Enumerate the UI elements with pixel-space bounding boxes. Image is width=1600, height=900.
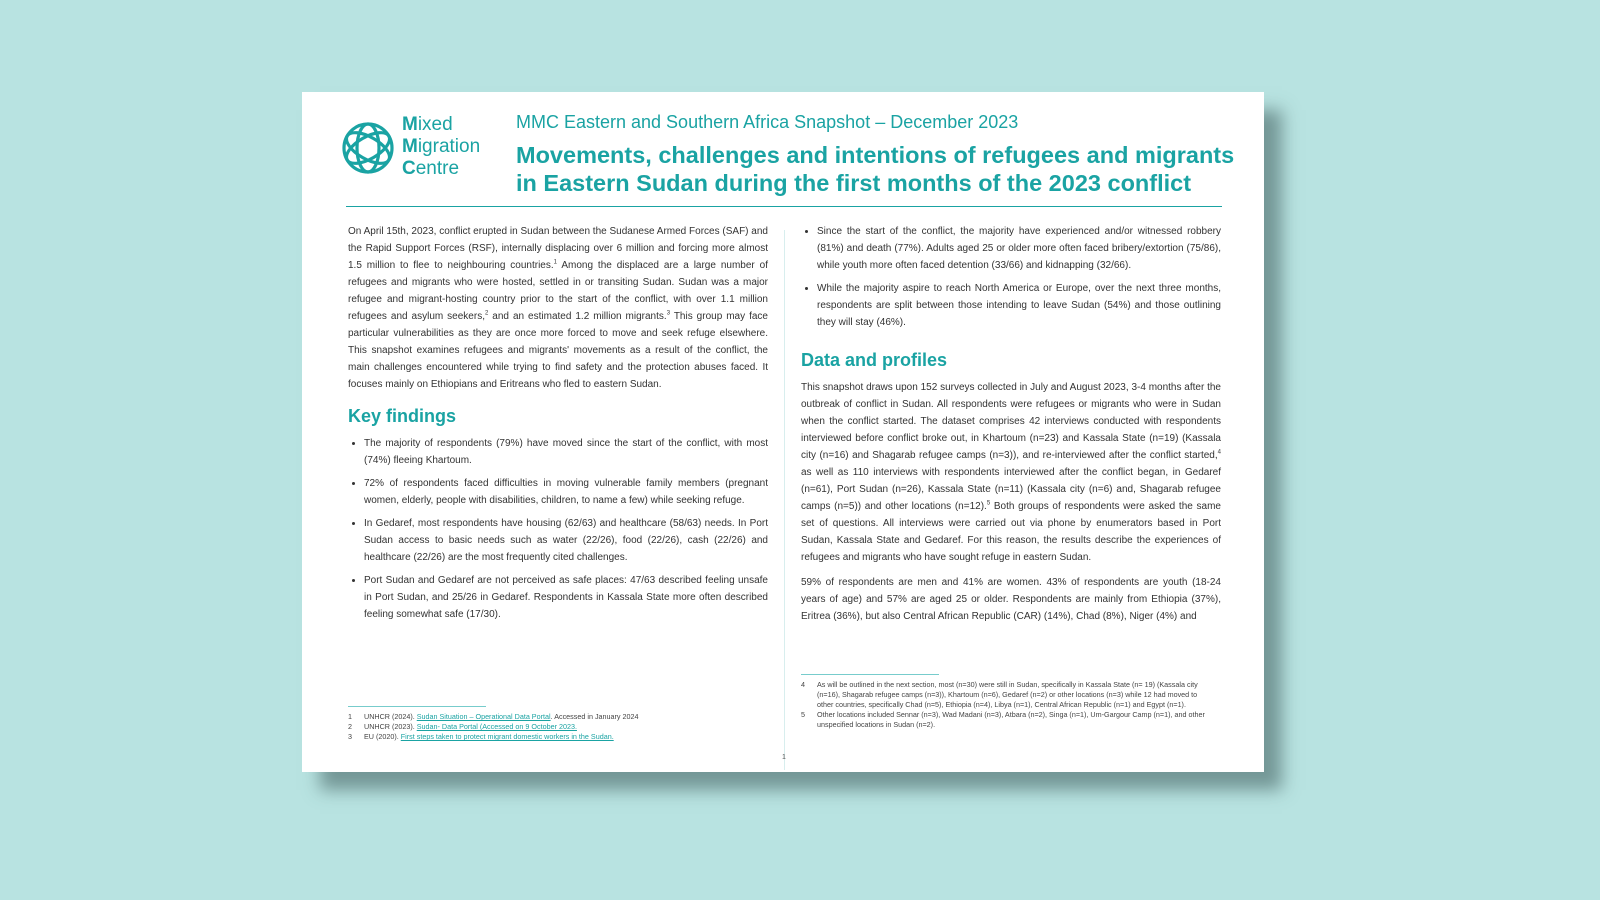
finding-item: • While the majority aspire to reach North America or Europe, over the next three months, respondents are split between those intending to leave Sudan (54%) and those outlining they will stay (46%). (817, 280, 1221, 331)
footnote-link[interactable]: Sudan- Data Portal (Accessed on 9 October 2023. (416, 722, 577, 731)
page-number: 1 (782, 754, 786, 761)
document-page (302, 92, 1264, 772)
footnote: 2 UNHCR (2023). Sudan- Data Portal (Accessed on 9 October 2023. (348, 722, 577, 731)
mmc-logo-icon (338, 118, 398, 178)
footnote: 4 As will be outlined in the next section, most (n=30) were still in Sudan, specifically in Kassala State (n= 19) (Kassala city (n=16), Shagarab refugee camps (n=3)), Khartoum (n=6), Gedaref (n=2) or other locations (n=3) while 12 had moved to other countries, specifically Chad (n=5), Ethiopia (n=4), Libya (n=1), Central African Republic (n=1) and Egypt (n=1). (801, 680, 1198, 709)
footnote: 3 EU (2020). First steps taken to protect migrant domestic workers in the Sudan. (348, 732, 614, 741)
profiles-paragraph: 59% of respondents are men and 41% are women. 43% of respondents are youth (18-24 years of age) and 57% are aged 25 or older. Respondents are mainly from Ethiopia (37%), Eritrea (36%), but also Central African Republic (CAR) (14%), Chad (8%), Niger (4%) and (801, 577, 1221, 622)
report-series-label: MMC Eastern and Southern Africa Snapshot – December 2023 (516, 112, 1019, 132)
intro-paragraph: On April 15th, 2023, conflict erupted in Sudan between the Sudanese Armed Forces (SAF) and the Rapid Support Forces (RSF), internally displacing over 6 million and forcing more almost 1.5 million to flee to neighbouring countries.$^1$ Among the displaced are a large number of refugees and migrants who were hosted, settled in or transiting Sudan. Sudan was a major refugee and migrant-hosting country prior to the start of the conflict, with over 1.1 million refugees and asylum seekers,$^2$ and an estimated 1.2 million migrants.$^3$ This group may face particular vulnerabilities as they are once more forced to move and seek refuge elsewhere. This snapshot examines refugees and migrants' movements as a result of the conflict, the main challenges encountered while trying to find safety and the protection abuses faced. It focuses mainly on Ethiopians and Eritreans who fled to eastern Sudan. (348, 226, 768, 390)
header-divider (346, 206, 1222, 207)
footnotes-right (801, 680, 1211, 730)
footnote: 1 UNHCR (2024). Sudan Situation – Operational Data Portal. Accessed in January 2024 (348, 712, 639, 721)
column-divider (784, 230, 785, 770)
finding-item: • Port Sudan and Gedaref are not perceived as safe places: 47/63 described feeling unsafe in Port Sudan, and 25/26 in Gedaref. Respondents in Kassala State more often described feeling somewhat safe (17/30). (364, 572, 768, 623)
report-title: Movements, challenges and intentions of refugees and migrants in Eastern Sudan during the first months of the 2023 conflict (516, 142, 1235, 196)
footnote-link[interactable]: First steps taken to protect migrant domestic workers in the Sudan. (400, 732, 614, 741)
data-paragraph: This snapshot draws upon 152 surveys collected in July and August 2023, 3-4 months after the outbreak of conflict in Sudan. All respondents were refugees or migrants who were in Sudan when the conflict started. The dataset comprises 42 interviews conducted with respondents interviewed before conflict broke out, in Khartoum (n=23) and Kassala State (n=19) (Kassala city (n=16) and Shagarab refugee camps (n=3)), and re-interviewed after the conflict started,$^4$ as well as 110 interviews with respondents interviewed after the conflict began, in Gedaref (n=61), Port Sudan (n=26), Kassala State (n=11) (Kassala city (n=6) and, Shagarab refugee camps (n=5)) and other locations (n=12).$^5$ Both groups of respondents were asked the same set of questions. All interviews were carried out via phone by enumerators based in Port Sudan, Kassala State and Gedaref. For this reason, the results describe the experiences of refugees and migrants who have sought refuge in eastern Sudan. (801, 382, 1221, 563)
footnotes-left (348, 712, 768, 742)
left-column (348, 223, 768, 629)
right-column (801, 223, 1221, 633)
footnote-rule-right (801, 674, 939, 675)
finding-item: • The majority of respondents (79%) have moved since the start of the conflict, with most (74%) fleeing Khartoum. (364, 435, 768, 469)
data-profiles-heading: Data and profiles (801, 350, 948, 370)
footnote-rule-left (348, 706, 486, 707)
key-findings-list (348, 435, 768, 623)
key-findings-heading: Key findings (348, 406, 457, 426)
footnote: 5 Other locations included Sennar (n=3), Wad Madani (n=3), Atbara (n=2), Singa (n=1), Um-Gargour Camp (n=1), and other unspecified locations in Sudan (n=2). (801, 710, 1205, 729)
logo-wordmark: Mixed Migration Centre (402, 114, 481, 179)
finding-item: • Since the start of the conflict, the majority have experienced and/or witnessed robbery (81%) and death (77%). Adults aged 25 or older more often faced bribery/extortion (75/86), while youth more often faced detention (33/66) and kidnapping (32/66). (817, 223, 1221, 274)
finding-item: • In Gedaref, most respondents have housing (62/63) and healthcare (58/63) needs. In Port Sudan access to basic needs such as water (22/26), food (22/26), cash (22/26) and healthcare (22/26) are the most frequently cited challenges. (364, 515, 768, 566)
footnote-link[interactable]: Sudan Situation – Operational Data Portal (416, 712, 551, 721)
key-findings-list-continued (801, 223, 1221, 331)
mmc-logo (338, 114, 508, 180)
finding-item: • 72% of respondents faced difficulties in moving vulnerable family members (pregnant women, elderly, people with disabilities, children, to name a few) while seeking refuge. (364, 475, 768, 509)
